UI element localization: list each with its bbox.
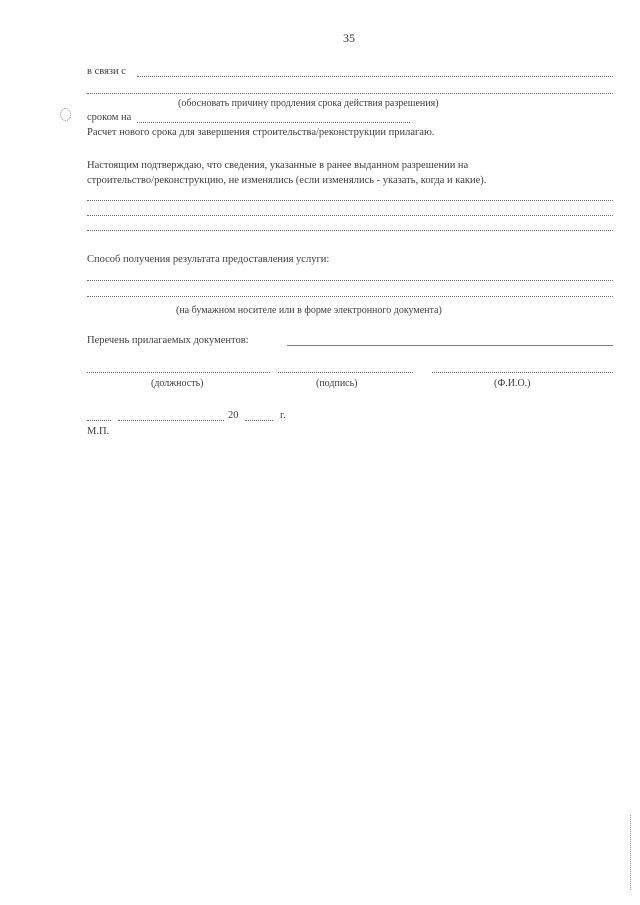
changes-field-line-3[interactable]	[87, 230, 613, 231]
confirm-line-1: Настоящим подтверждаю, что сведения, указанные в ранее выданном разрешении на	[87, 160, 469, 171]
docs-field-line[interactable]	[287, 345, 613, 346]
reason-caption: (обосновать причину продления срока действия разрешения)	[178, 98, 439, 109]
scan-edge-marks	[630, 815, 633, 890]
date-year-prefix: 20	[228, 410, 239, 421]
name-field-line[interactable]	[432, 372, 613, 373]
stamp-label: М.П.	[87, 426, 110, 437]
date-year-line[interactable]	[245, 420, 273, 421]
page-number: 35	[343, 31, 355, 45]
confirm-line-2: строительство/реконструкцию, не изменялись (если изменялись - указать, когда и какие).	[87, 175, 487, 186]
docs-label: Перечень прилагаемых документов:	[87, 335, 249, 346]
position-caption: (должность)	[151, 378, 204, 389]
signature-caption: (подпись)	[316, 378, 358, 389]
changes-field-line-1[interactable]	[87, 200, 613, 201]
method-label: Способ получения результата предоставления услуги:	[87, 254, 330, 265]
reason-field-line[interactable]	[137, 76, 613, 77]
method-field-line-1[interactable]	[87, 280, 613, 281]
changes-field-line-2[interactable]	[87, 215, 613, 216]
reason-label: в связи с	[87, 66, 126, 77]
term-label: сроком на	[87, 112, 132, 123]
date-day-line[interactable]	[87, 420, 111, 421]
margin-mark	[60, 108, 71, 121]
date-suffix: г.	[280, 410, 286, 421]
calc-note: Расчет нового срока для завершения строительства/реконструкции прилагаю.	[87, 127, 435, 138]
date-month-line[interactable]	[118, 420, 224, 421]
term-field-line[interactable]	[137, 122, 410, 123]
name-caption: (Ф.И.О.)	[494, 378, 531, 389]
reason-field-line-2[interactable]	[87, 93, 613, 94]
method-field-line-2[interactable]	[87, 296, 613, 297]
signature-field-line[interactable]	[278, 372, 413, 373]
position-field-line[interactable]	[87, 372, 270, 373]
method-caption: (на бумажном носителе или в форме электронного документа)	[176, 305, 442, 316]
